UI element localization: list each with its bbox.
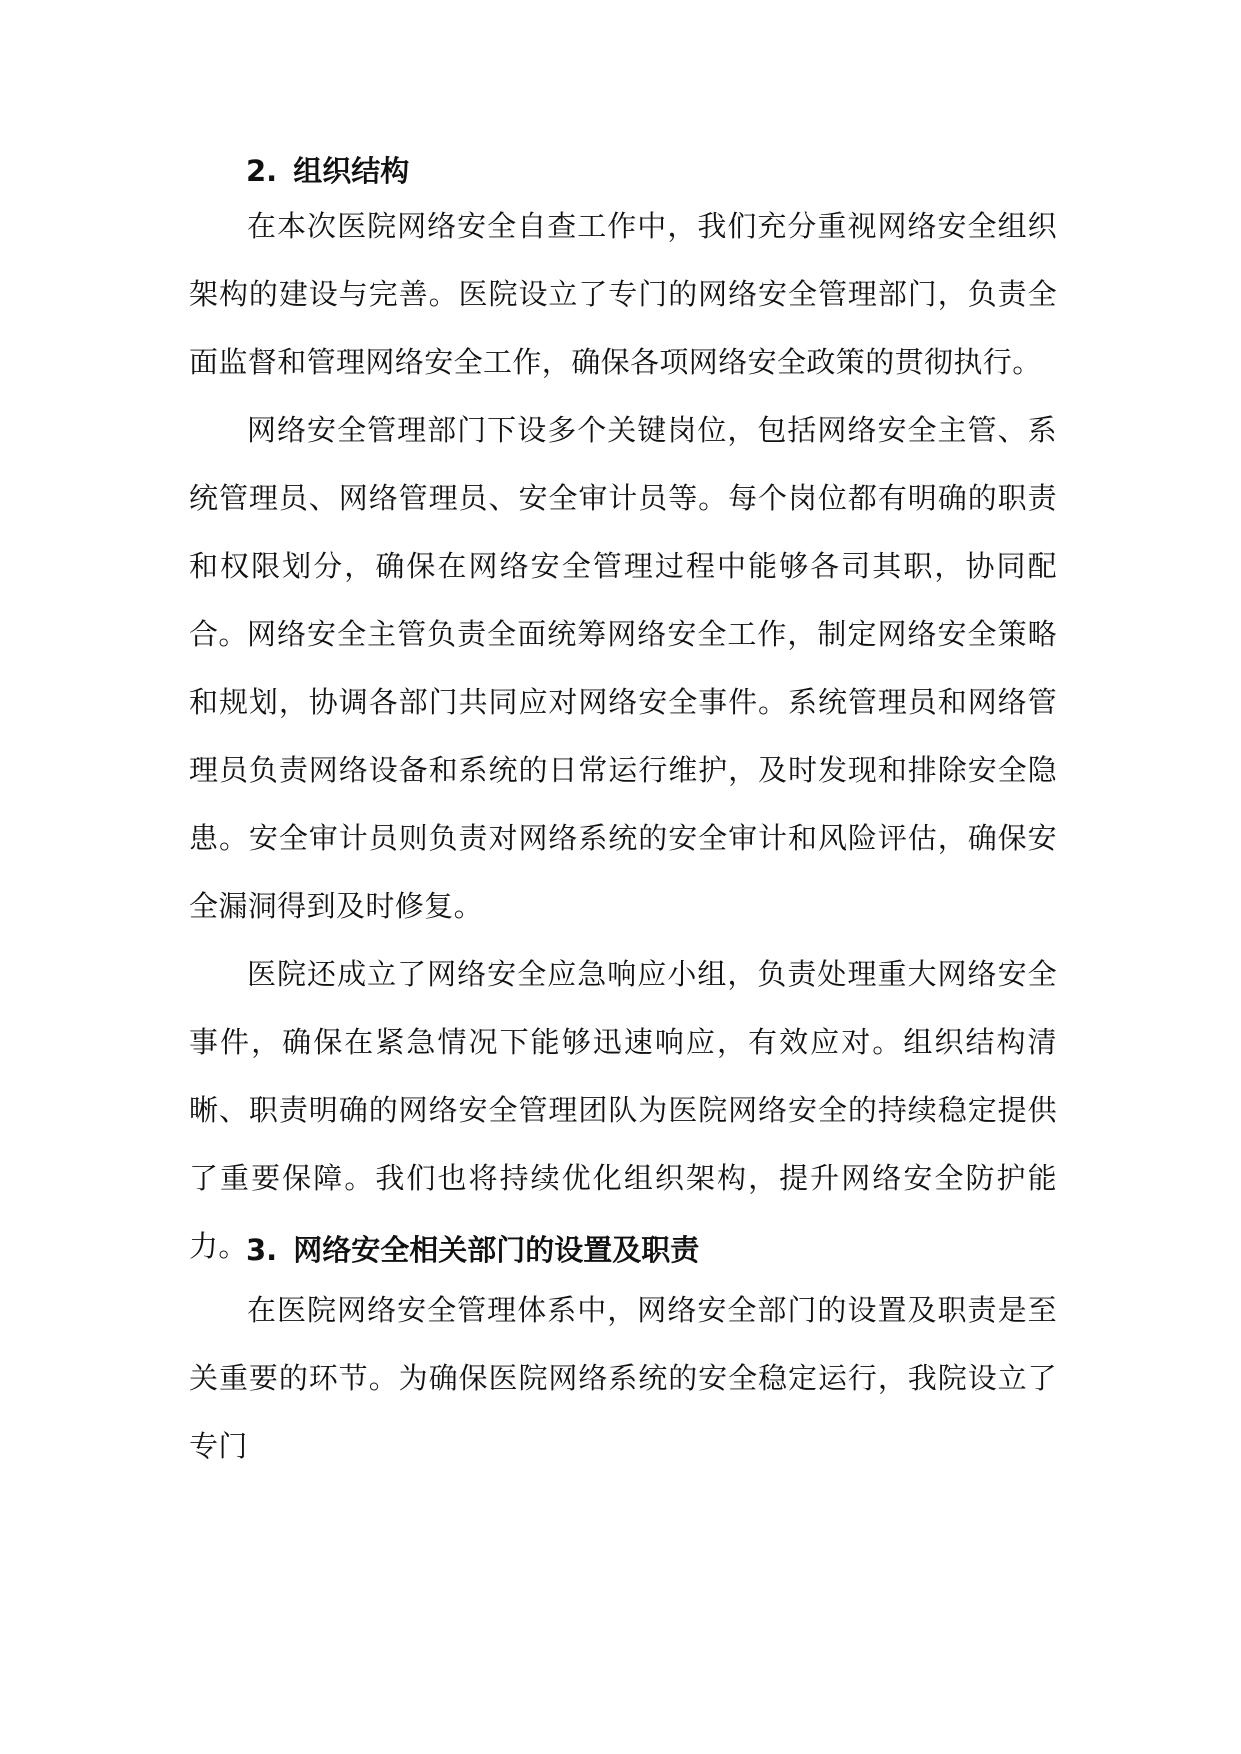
section-number: 2.: [246, 154, 278, 188]
section-number: 3.: [246, 1233, 278, 1267]
paragraph: 在本次医院网络安全自查工作中，我们充分重视网络安全组织架构的建设与完善。医院设立了专门的网络安全管理部门，负责全面监督和管理网络安全工作，确保各项网络安全政策的贯彻执行。: [189, 209, 1057, 379]
section-title: 网络安全相关部门的设置及职责: [293, 1233, 700, 1267]
paragraph: 网络安全管理部门下设多个关键岗位，包括网络安全主管、系统管理员、网络管理员、安全审计员等。每个岗位都有明确的职责和权限划分，确保在网络安全管理过程中能够各司其职，协同配合。: [189, 413, 1057, 651]
paragraph: 网络安全主管负责全面统筹网络安全工作，制定网络安全策略和规划，协调各部门共同应对网络安全事件。系统管理员和网络管理员负责网络设备和系统的日常运行维护，及时发现和排除安全隐患。安全审计员则负责对网络系统的安全审计和风险评估，确保安全漏洞得到及时修复。: [189, 617, 1057, 923]
section-heading-2: [246, 151, 409, 191]
paragraph: 在医院网络安全管理体系中，网络安全部门的设置及职责是至关重要的环节。为确保医院网络系统的安全稳定运行，我院设立了专门: [189, 1293, 1057, 1463]
paragraph: 医院还成立了网络安全应急响应小组，负责处理重大网络安全事件，确保在紧急情况下能够迅速响应，有效应对。组织结构清晰、职责明确的网络安全管理团队为医院网络安全的持续稳定提供了重要保障。我们也将持续优化组织架构，提升网络安全防护能力。: [189, 957, 1057, 1263]
section-heading-3: [246, 1230, 699, 1270]
section-title: 组织结构: [293, 154, 410, 188]
